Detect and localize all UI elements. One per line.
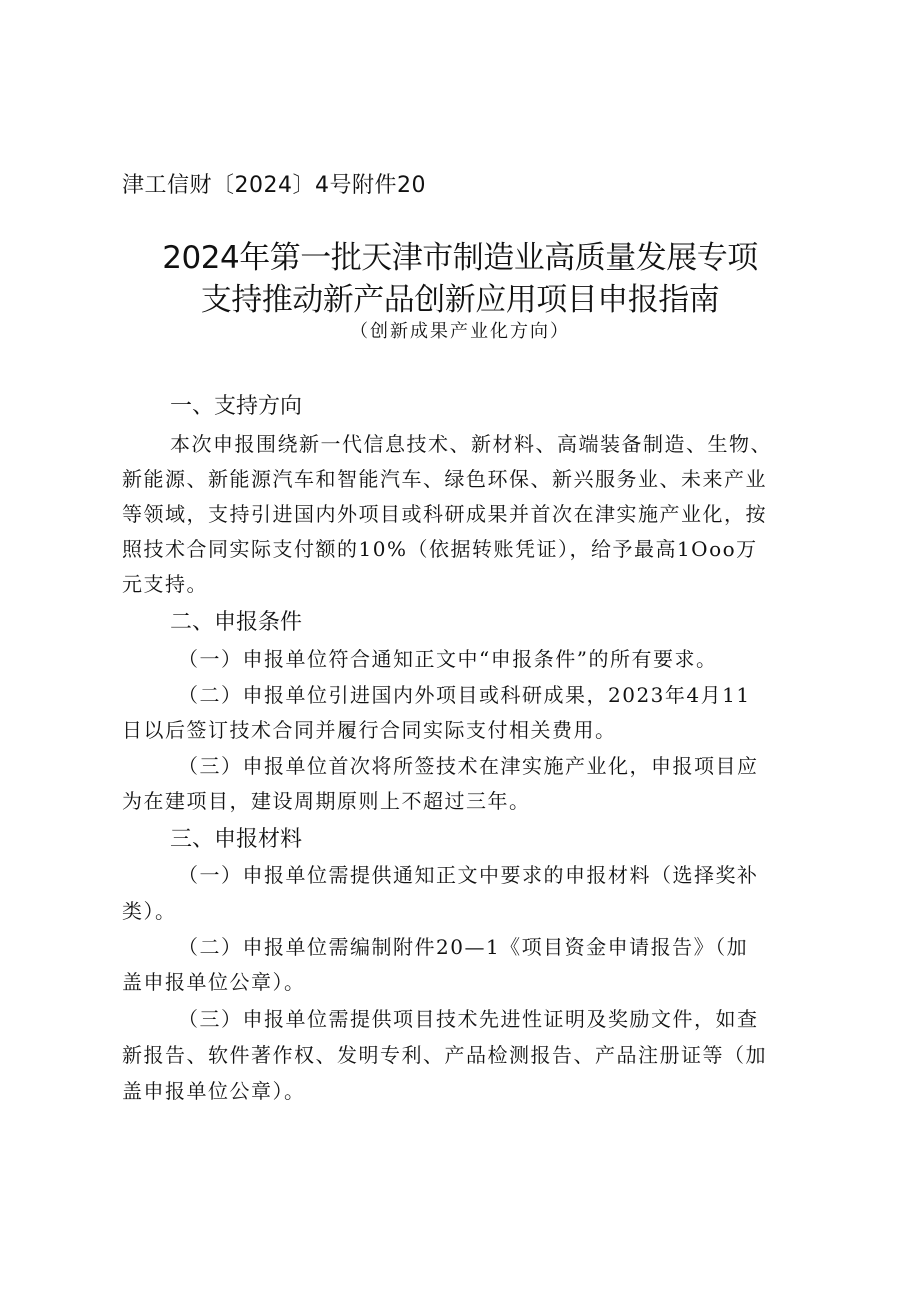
paragraph-line: 元支持。 — [122, 572, 208, 596]
paragraph-line: 新报告、软件著作权、发明专利、产品检测报告、产品注册证等（加 — [122, 1043, 767, 1067]
section-heading-support-direction: 一、支持方向 — [170, 394, 303, 419]
paragraph-line: 本次申报围绕新一代信息技术、新材料、高端装备制造、生物、 — [170, 432, 772, 456]
paragraph-line: 新能源、新能源汽车和智能汽车、绿色环保、新兴服务业、未来产业 — [122, 467, 767, 491]
title-line-2: 支持推动新产品创新应用项目申报指南 — [200, 282, 720, 318]
paragraph-line: 盖申报单位公章）。 — [122, 970, 306, 994]
title-line-1: 2024年第一批天津市制造业高质量发展专项 — [162, 240, 758, 276]
paragraph-line: （二）申报单位需编制附件20—1《项目资金申请报告》（加 — [178, 935, 749, 959]
subtitle: （创新成果产业化方向） — [350, 321, 570, 342]
section-heading-application-materials: 三、申报材料 — [170, 827, 303, 852]
paragraph-line: 类）。 — [122, 899, 177, 923]
paragraph-line: 为在建项目，建设周期原则上不超过三年。 — [122, 789, 531, 813]
paragraph-line: （一）申报单位符合通知正文中“申报条件”的所有要求。 — [178, 647, 718, 671]
section-heading-application-conditions: 二、申报条件 — [170, 610, 303, 635]
paragraph-line: （三）申报单位需提供项目技术先进性证明及奖励文件，如查 — [178, 1007, 759, 1031]
paragraph-line: （一）申报单位需提供通知正文中要求的申报材料（选择奖补 — [178, 863, 759, 887]
paragraph-line: （二）申报单位引进国内外项目或科研成果，2023年4月11 — [178, 683, 751, 707]
paragraph-line: （三）申报单位首次将所签技术在津实施产业化，申报项目应 — [178, 754, 759, 778]
paragraph-line: 照技术合同实际支付额的10%（依据转账凭证），给予最高1Ooo万 — [122, 537, 758, 561]
paragraph-line: 日以后签订技术合同并履行合同实际支付相关费用。 — [122, 718, 617, 742]
document-number: 津工信财〔2024〕4号附件20 — [122, 173, 426, 198]
paragraph-line: 等领域，支持引进国内外项目或科研成果并首次在津实施产业化，按 — [122, 502, 767, 526]
paragraph-line: 盖申报单位公章）。 — [122, 1079, 306, 1103]
